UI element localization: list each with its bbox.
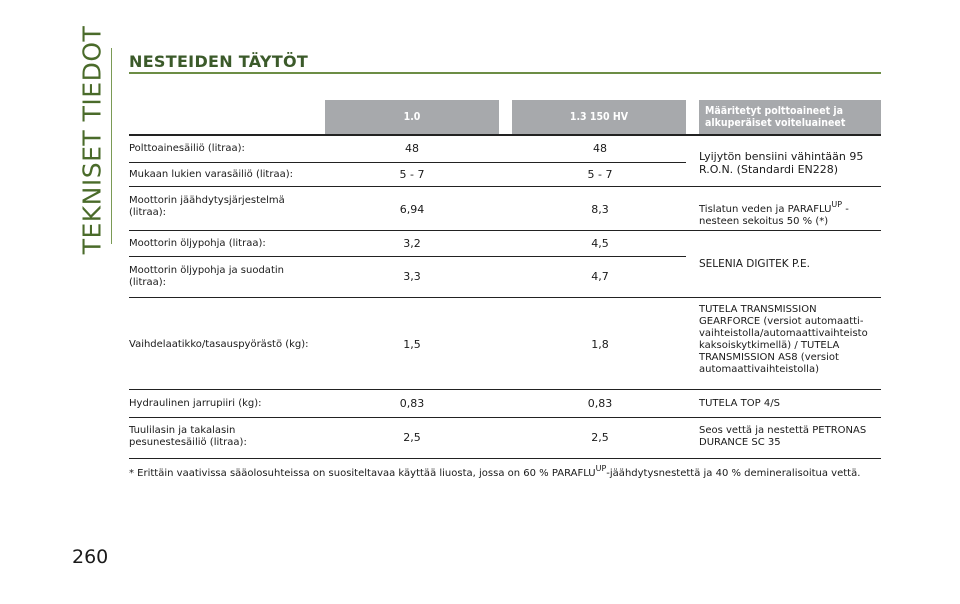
- spec-oil: SELENIA DIGITEK P.E.: [699, 258, 810, 270]
- spec-fuel-line2: R.O.N. (Standardi EN228): [699, 163, 839, 176]
- row-label-cooling: [129, 195, 285, 219]
- spec-transmission-line: kaksoiskytkimellä) / TUTELA: [699, 340, 840, 351]
- row-label-transmission: Vaihdelaatikko/tasauspyörästö (kg):: [129, 339, 309, 350]
- value-1-0: 0,83: [399, 397, 425, 410]
- spec-coolant-sup: UP: [831, 200, 843, 209]
- header-specs-line1: Määritetyt polttoaineet ja: [705, 105, 844, 117]
- row-label-line: (litraa):: [129, 207, 167, 218]
- value-1-0: 3,3: [403, 270, 421, 283]
- spec-washer-line2: DURANCE SC 35: [699, 437, 781, 448]
- value-1-0: 1,5: [403, 338, 421, 351]
- table-rule: [129, 134, 881, 136]
- spec-washer-line1: Seos vettä ja nestettä PETRONAS: [699, 425, 867, 436]
- table-rule: [129, 297, 881, 298]
- value-1-3: 4,5: [591, 237, 609, 250]
- spec-transmission-line: TRANSMISSION AS8 (versiot: [699, 352, 839, 363]
- spec-coolant-text: Tislatun veden ja PARAFLU: [699, 204, 832, 215]
- header-col-specs: [699, 100, 881, 134]
- spec-coolant-line2: nesteen sekoitus 50 % (*): [699, 216, 829, 227]
- spec-washer: [699, 425, 866, 449]
- value-1-0: 2,5: [403, 431, 421, 444]
- row-label-oil-sump: Moottorin öljypohja (litraa):: [129, 238, 266, 249]
- table-rule: [129, 230, 881, 231]
- row-label-reserve: Mukaan lukien varasäiliö (litraa):: [129, 169, 293, 180]
- page-number: 260: [72, 546, 109, 568]
- value-1-3: 48: [593, 142, 607, 155]
- side-divider: [111, 48, 112, 244]
- row-label-line: Moottorin jäähdytysjärjestelmä: [129, 195, 285, 206]
- value-1-0: 6,94: [399, 203, 425, 216]
- row-label-line: (litraa):: [129, 277, 167, 288]
- table-rule: [129, 458, 881, 459]
- footnote-text-end: -jäähdytysnestettä ja 40 % demineralisoitua vettä.: [606, 468, 861, 479]
- value-1-0: 5 - 7: [399, 168, 425, 181]
- spec-fuel-line1: Lyijytön bensiini vähintään 95: [699, 150, 864, 163]
- row-label-brake: Hydraulinen jarrupiiri (kg):: [129, 398, 262, 409]
- spec-fuel: [699, 150, 863, 176]
- title-underline: [129, 72, 881, 74]
- spec-coolant-dash: -: [842, 204, 849, 215]
- spec-transmission: [699, 304, 868, 376]
- spec-transmission-line: GEARFORCE (versiot automaatti-: [699, 316, 864, 327]
- header-col-1-0: 1.0: [325, 100, 499, 134]
- row-label-fuel-tank: Polttoainesäiliö (litraa):: [129, 143, 245, 154]
- header-blank: [129, 100, 312, 134]
- table-rule: [129, 186, 881, 187]
- section-side-tab: [72, 25, 112, 255]
- spec-brake: TUTELA TOP 4/S: [699, 398, 780, 409]
- value-1-0: 3,2: [403, 237, 421, 250]
- footnote-sup: UP: [595, 464, 607, 473]
- footnote-text: * Erittäin vaativissa sääolosuhteissa on suositeltavaa käyttää liuosta, jossa on 60 % PARAFLU: [129, 468, 596, 479]
- table-rule: [129, 256, 686, 257]
- header-specs-line2: alkuperäiset voiteluaineet: [705, 117, 846, 129]
- row-label-washer: [129, 425, 247, 449]
- spec-transmission-line: automaattivaihteistolla): [699, 364, 819, 375]
- value-1-3: 0,83: [587, 397, 613, 410]
- side-tab-label: TEKNISET TIEDOT: [77, 25, 107, 255]
- value-1-0: 48: [405, 142, 419, 155]
- value-1-3: 1,8: [591, 338, 609, 351]
- value-1-3: 4,7: [591, 270, 609, 283]
- row-label-line: pesunestesäiliö (litraa):: [129, 437, 247, 448]
- spec-transmission-line: TUTELA TRANSMISSION: [699, 304, 817, 315]
- header-col-1-3: 1.3 150 HV: [512, 100, 686, 134]
- page-title: NESTEIDEN TÄYTÖT: [129, 52, 309, 71]
- table-rule: [129, 389, 881, 390]
- table-rule: [129, 417, 881, 418]
- row-label-oil-filter: [129, 265, 284, 289]
- spec-coolant: [699, 199, 849, 228]
- table-rule: [129, 162, 686, 163]
- row-label-line: Tuulilasin ja takalasin: [129, 425, 236, 436]
- value-1-3: 5 - 7: [587, 168, 613, 181]
- value-1-3: 8,3: [591, 203, 609, 216]
- spec-transmission-line: vaihteistolla/automaattivaihteisto: [699, 328, 868, 339]
- footnote: [129, 464, 860, 479]
- value-1-3: 2,5: [591, 431, 609, 444]
- row-label-line: Moottorin öljypohja ja suodatin: [129, 265, 284, 276]
